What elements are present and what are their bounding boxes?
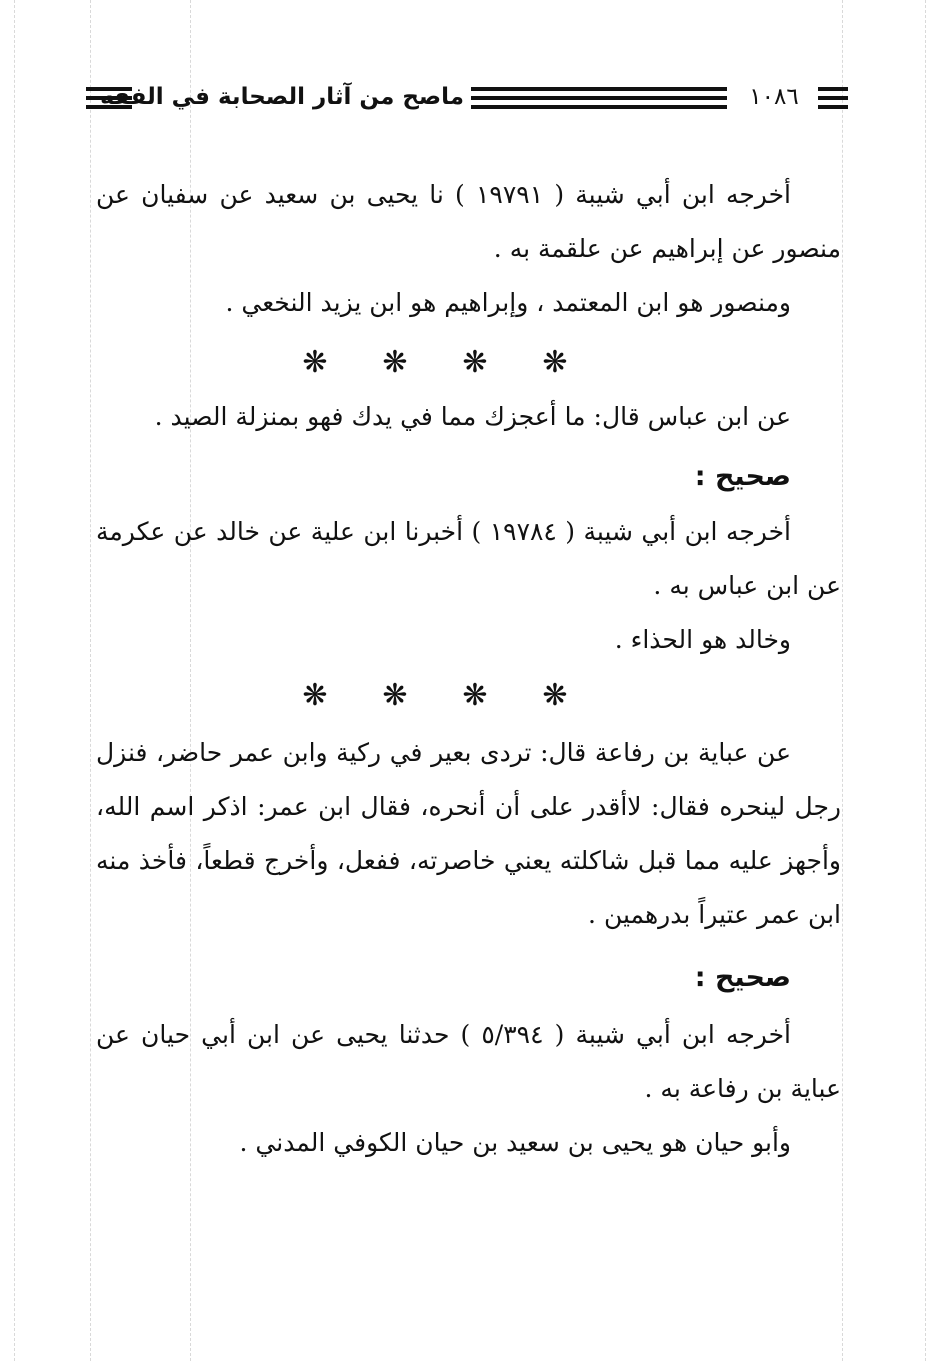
section-1-takhrij [96, 505, 841, 667]
scan-guide-line [925, 0, 926, 1361]
running-title: ماصح من آثار الصحابة في الفقه [100, 84, 464, 110]
star-ornament-icon: ❋ [542, 345, 568, 380]
paragraph-note: وأبو حيان هو يحيى بن سعيد بن حيان الكوفي المدني . [239, 1128, 791, 1157]
paragraph-takhrij: أخرجه ابن أبي شيبة ( ٥/٣٩٤ ) حدثنا يحيى عن ابن أبي حيان عن عباية بن رفاعة به . [96, 1020, 841, 1103]
paragraph-athar: عن عباية بن رفاعة قال: تردى بعير في ركية وابن عمر حاضر، فنزل رجل لينحره فقال: لاأقدر على أن أنحره، فقال ابن عمر: اذكر اسم الله، وأجهز عليه مما قبل شاكلته يعني خاصرته، ففعل، وأخرج قطعاً، فأخذ منه ابن عمر عتيراً بدرهمين . [96, 738, 841, 929]
section-1-grading [96, 457, 841, 497]
star-ornament-icon: ❋ [462, 345, 488, 380]
page-number: ١٠٨٦ [749, 84, 799, 110]
section-1 [96, 340, 841, 386]
paragraph-note: وخالد هو الحذاء . [614, 625, 791, 654]
page-header [86, 78, 848, 118]
star-ornament-icon: ❋ [382, 345, 408, 380]
paragraph-athar: عن ابن عباس قال: ما أعجزك مما في يدك فهو بمنزلة الصيد . [154, 402, 791, 431]
paragraph-takhrij: أخرجه ابن أبي شيبة ( ١٩٧٩١ ) نا يحيى بن سعيد عن سفيان عن منصور عن إبراهيم عن علقمة به . [96, 180, 841, 263]
section-separator [96, 340, 841, 386]
paragraph-takhrij: أخرجه ابن أبي شيبة ( ١٩٧٨٤ ) أخبرنا ابن علية عن خالد عن عكرمة عن ابن عباس به . [96, 517, 841, 600]
header-rule-right [818, 87, 848, 109]
star-ornament-icon: ❋ [462, 678, 488, 713]
section-2-takhrij [96, 1008, 841, 1170]
scan-guide-line [14, 0, 15, 1361]
star-ornament-icon: ❋ [542, 678, 568, 713]
scan-guide-line [842, 0, 843, 1361]
grading-heading: صحيح : [694, 461, 791, 492]
section-1-body [96, 390, 841, 444]
section-2-body [96, 726, 841, 942]
star-ornament-icon: ❋ [302, 345, 328, 380]
section-0 [96, 168, 841, 330]
star-ornament-icon: ❋ [382, 678, 408, 713]
section-2 [96, 673, 841, 719]
star-ornament-icon: ❋ [302, 678, 328, 713]
scan-guide-line [90, 0, 91, 1361]
header-rule-middle [471, 87, 727, 109]
section-separator [96, 673, 841, 719]
section-2-grading [96, 958, 841, 998]
paragraph-note: ومنصور هو ابن المعتمد ، وإبراهيم هو ابن يزيد النخعي . [225, 288, 791, 317]
grading-heading: صحيح : [694, 962, 791, 993]
